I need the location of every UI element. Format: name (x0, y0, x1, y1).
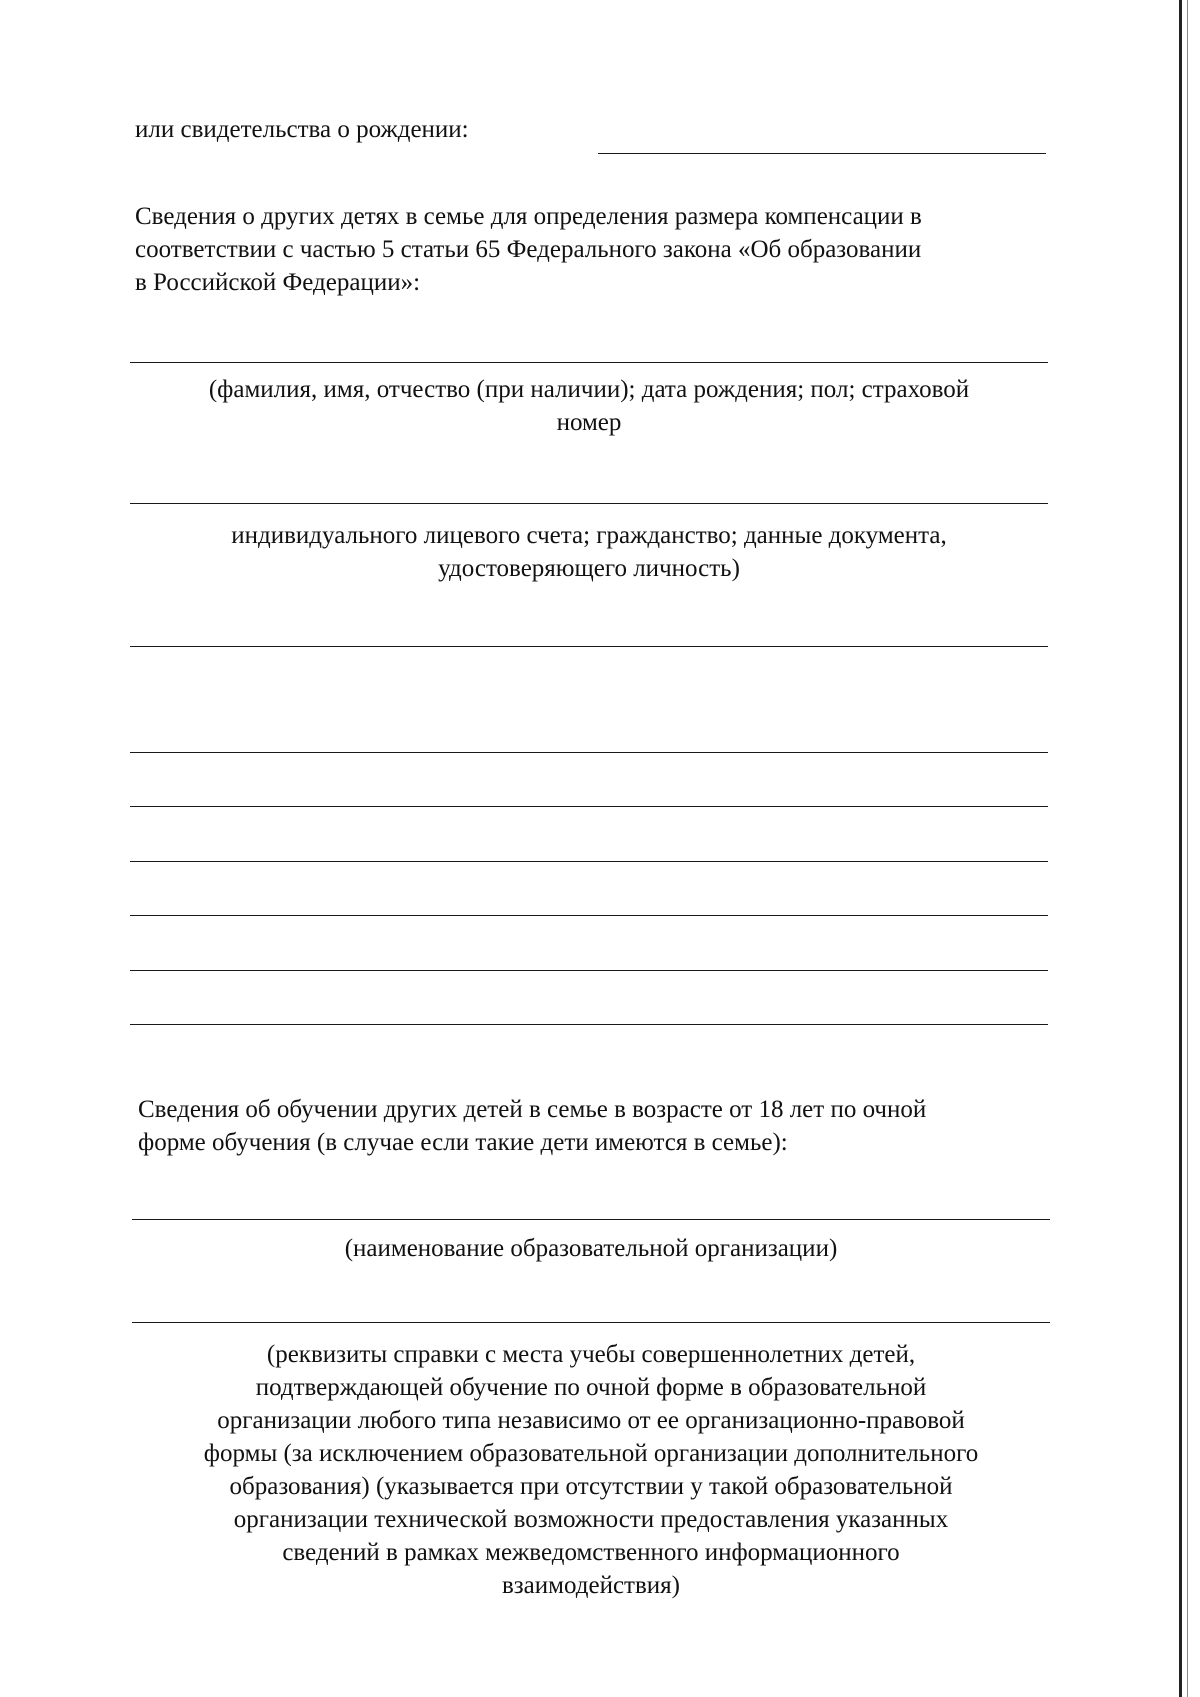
education-intro (138, 1093, 1046, 1159)
caption-line: формы (за исключением образовательной организации дополнительного (203, 1440, 979, 1467)
other-children-intro-line: соответствии с частью 5 статьи 65 Федерального закона «Об образовании (135, 236, 922, 263)
caption-line: организации любого типа независимо от ее организационно-правовой (217, 1407, 965, 1434)
caption-line: образования) (указывается при отсутствии у такой образовательной (229, 1473, 953, 1500)
scan-border-edge (1179, 0, 1182, 1697)
caption-line: индивидуального лицевого счета; гражданство; данные документа, (231, 522, 947, 549)
blank-field-line-3[interactable] (130, 806, 1048, 807)
education-org-field-line[interactable] (132, 1219, 1050, 1220)
caption-line: взаимодействия) (502, 1572, 680, 1599)
blank-field-line-2[interactable] (130, 752, 1048, 753)
other-children-intro-line: Сведения о других детях в семье для определения размера компенсации в (135, 203, 922, 230)
blank-field-line-4[interactable] (130, 861, 1048, 862)
birth-certificate-label: или свидетельства о рождении: (135, 116, 469, 143)
other-children-field-line-2[interactable] (130, 503, 1048, 504)
education-intro-line: Сведения об обучении других детей в семье в возрасте от 18 лет по очной (138, 1096, 927, 1123)
caption-line: (фамилия, имя, отчество (при наличии); дата рождения; пол; страховой (208, 376, 970, 403)
other-children-caption-2 (130, 519, 1048, 585)
other-children-intro-line: в Российской Федерации»: (135, 269, 421, 296)
caption-line: номер (556, 409, 622, 436)
caption-line: (реквизиты справки с места учебы совершеннолетних детей, (266, 1341, 916, 1368)
other-children-caption-1 (130, 373, 1048, 439)
scan-border-edge-inner (1187, 0, 1188, 1697)
blank-field-line-5[interactable] (130, 915, 1048, 916)
education-org-caption (132, 1232, 1050, 1265)
education-details-field-line[interactable] (132, 1322, 1050, 1323)
blank-field-line-1[interactable] (130, 646, 1048, 647)
other-children-intro (135, 200, 1042, 299)
caption-line: организации технической возможности предоставления указанных (233, 1506, 949, 1533)
caption-line: сведений в рамках межведомственного информационного (282, 1539, 900, 1566)
other-children-field-line-1[interactable] (130, 362, 1048, 363)
caption-line: удостоверяющего личность) (438, 555, 740, 582)
education-details-caption (132, 1338, 1050, 1602)
blank-field-line-7[interactable] (130, 1024, 1048, 1025)
blank-field-line-6[interactable] (130, 970, 1048, 971)
education-intro-line: форме обучения (в случае если такие дети имеются в семье): (138, 1129, 788, 1156)
caption-line: (наименование образовательной организации) (344, 1235, 838, 1262)
birth-certificate-field-line[interactable] (598, 153, 1046, 154)
caption-line: подтверждающей обучение по очной форме в образовательной (255, 1374, 927, 1401)
